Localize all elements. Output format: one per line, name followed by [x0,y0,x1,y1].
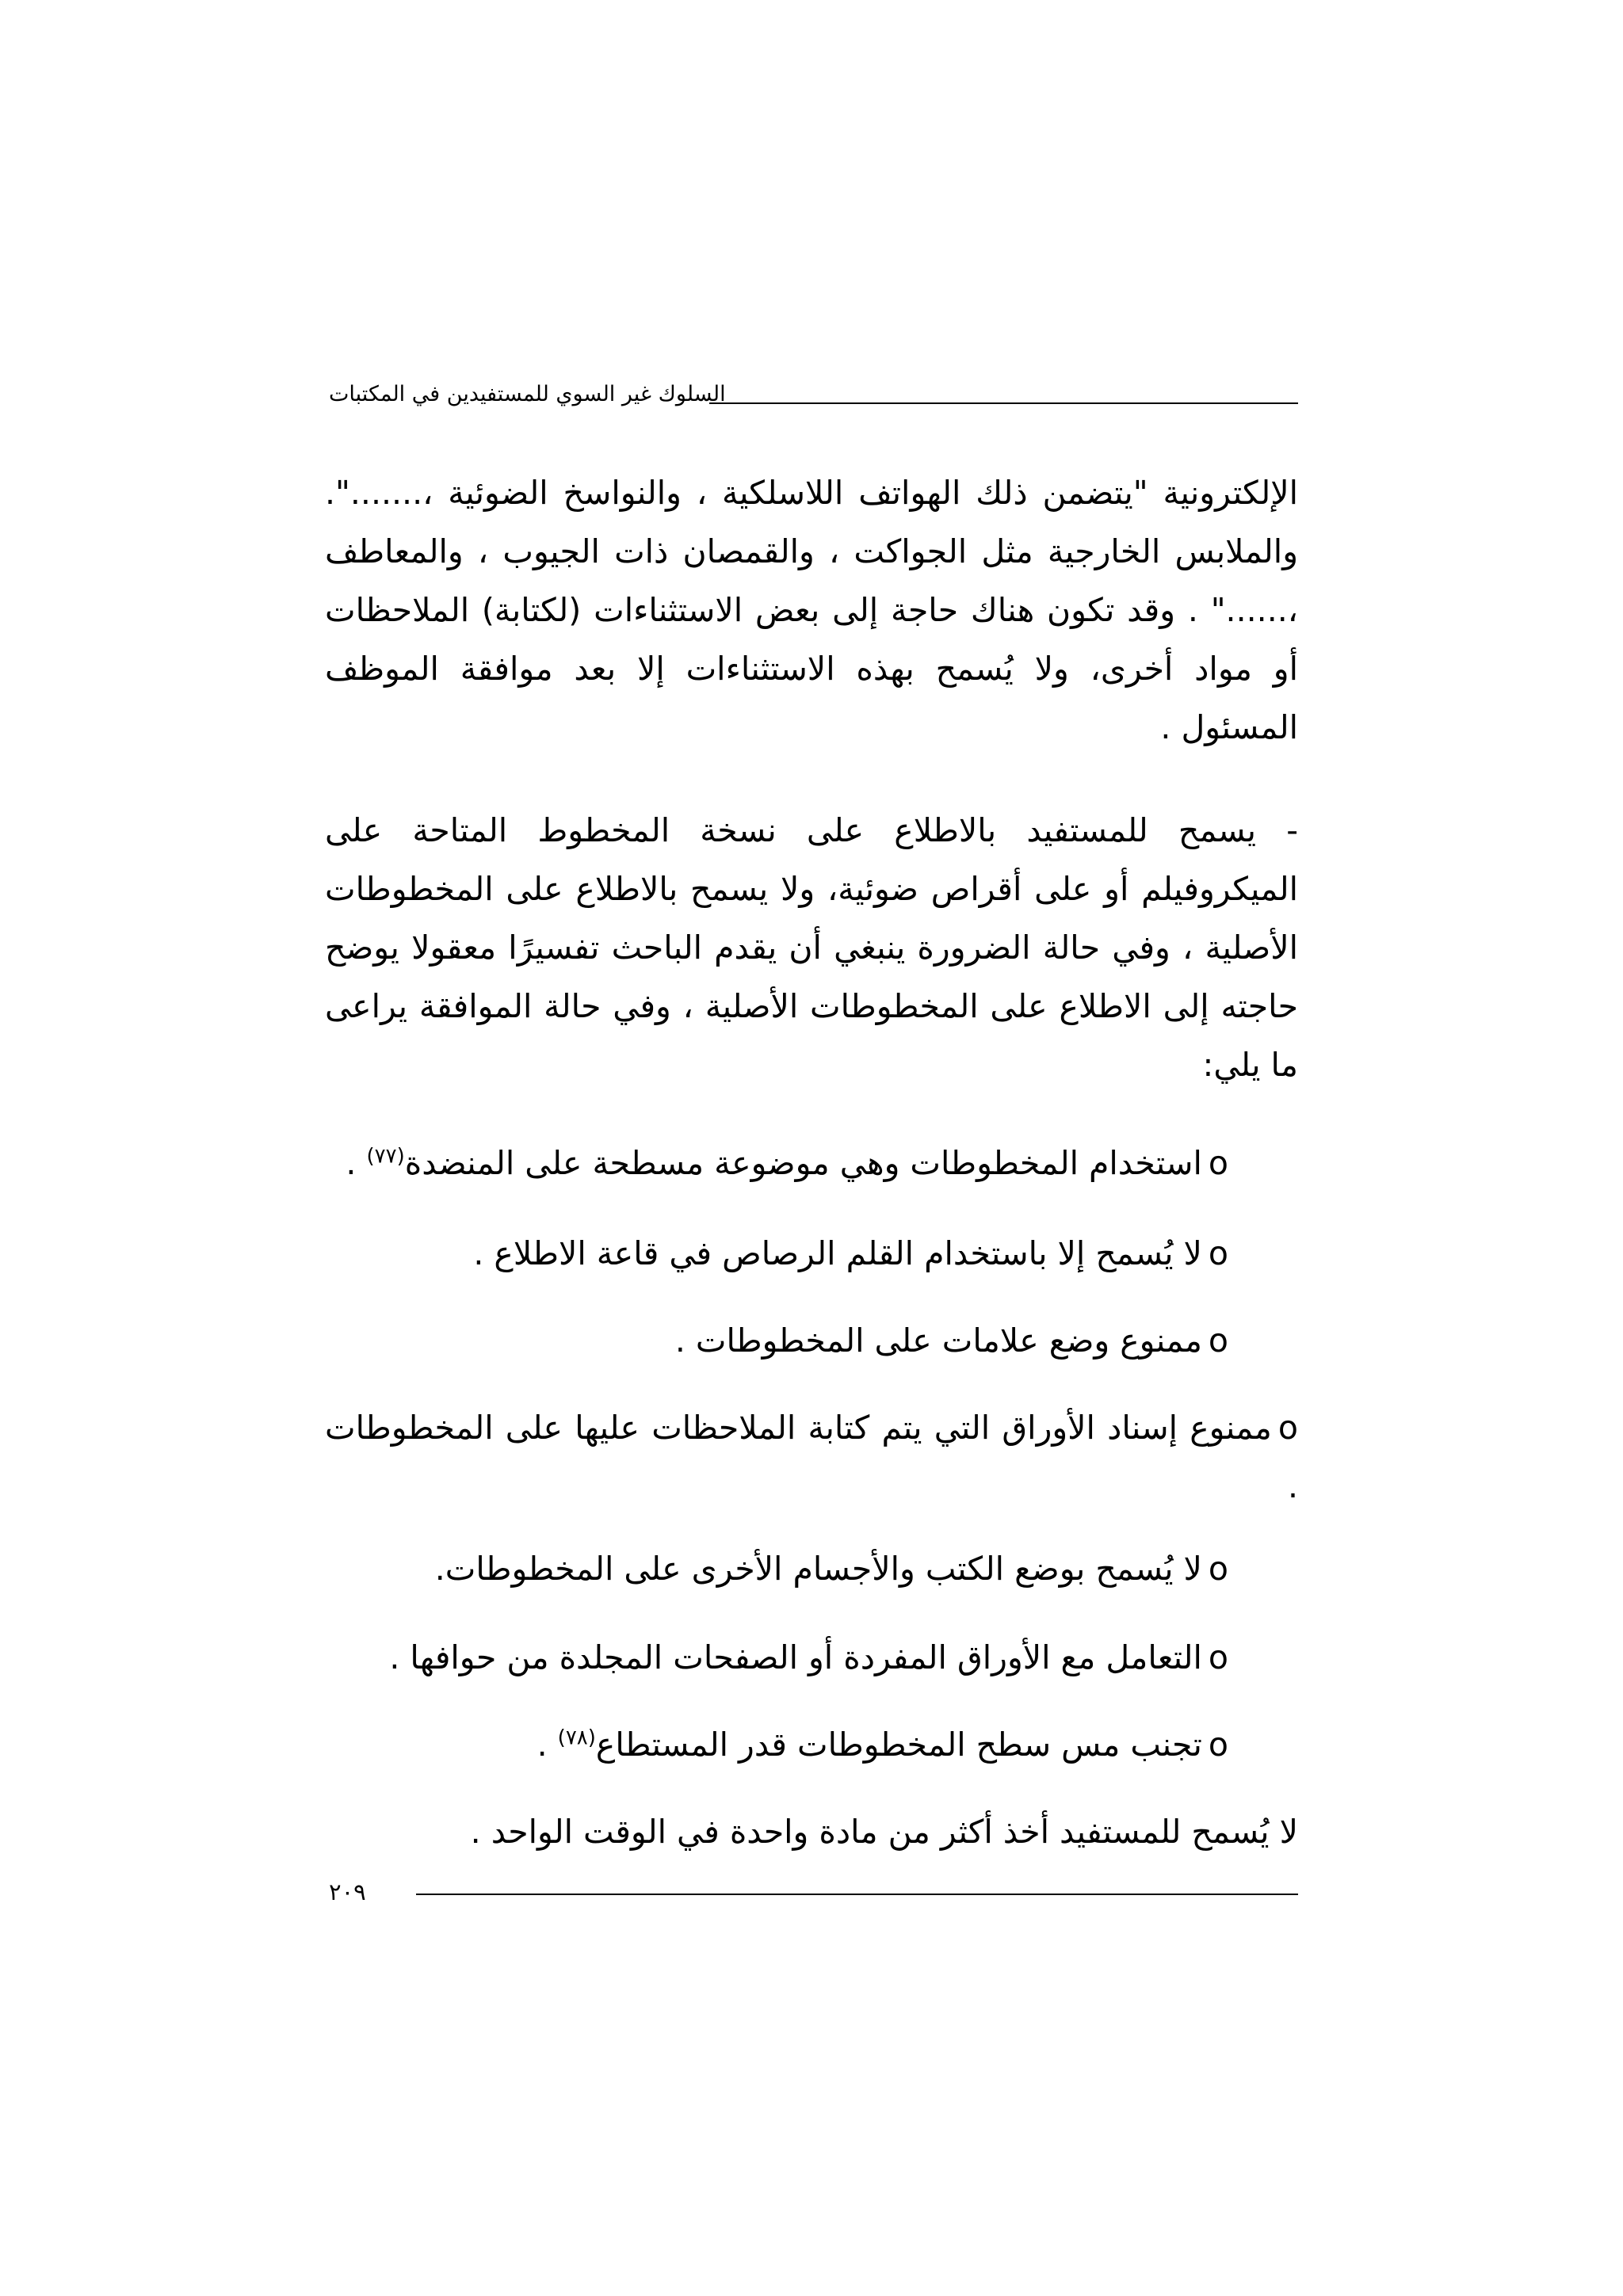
bullet-item [325,1398,1298,1516]
running-header [329,379,1298,410]
bullet-item [325,1628,1228,1687]
bullet-marker: o [1208,1550,1228,1588]
bullet-marker: o [1277,1409,1298,1447]
bullet-marker: o [1208,1322,1228,1360]
footer-rule [416,1894,1298,1895]
bullet-item [325,1224,1228,1283]
bullet-text: لا يُسمح إلا باستخدام القلم الرصاص في قاعة الاطلاع . [473,1234,1202,1272]
bullet-text: تجنب مس سطح المخطوطات قدر المستطاع [595,1726,1202,1764]
bullet-item [325,1539,1228,1598]
bullet-marker: o [1208,1234,1228,1272]
footnote-ref: (٧٨) [557,1726,596,1750]
footnote-ref: (٧٧) [366,1144,405,1169]
page-number: ٢٠٩ [329,1878,366,1905]
bullet-text: ممنوع وضع علامات على المخطوطات . [674,1322,1202,1360]
bullet-item [325,1311,1228,1370]
bullet-text: التعامل مع الأوراق المفردة أو الصفحات المجلدة من حوافها . [389,1638,1202,1676]
closing-paragraph: لا يُسمح للمستفيد أخذ أكثر من مادة واحدة في الوقت الواحد . [470,1813,1298,1851]
paragraph-1: الإلكترونية "يتضمن ذلك الهواتف اللاسلكية ، والنواسخ الضوئية ،.......". والملابس الخارجية مثل الجواكت ، والقمصان ذات الجيوب ، والمعاطف ،......" . وقد تكون هناك حاجة إلى بعض الاستثناءات (لكتابة) الملاحظات أو مواد أخرى، ولا يُسمح بهذه الاستثناءات إلا بعد موافقة الموظف المسئول . [325,474,1298,746]
page-footer [329,1876,1298,1908]
bullet-tail: . [346,1144,367,1182]
bullet-marker: o [1208,1638,1228,1676]
paragraph-2: - يسمح للمستفيد بالاطلاع على نسخة المخطوط المتاحة على الميكروفيلم أو على أقراص ضوئية، ولا يسمح بالاطلاع على المخطوطات الأصلية ، وفي حالة الضرورة ينبغي أن يقدم الباحث تفسيرًا معقولا يوضح حاجته إلى الاطلاع على المخطوطات الأصلية ، وفي حالة الموافقة يراعى ما يلي: [325,811,1298,1084]
bullet-marker: o [1208,1144,1228,1182]
bullet-marker: o [1208,1726,1228,1764]
bullet-tail: . [537,1726,558,1764]
header-rule [709,402,1298,404]
bullet-item [325,1134,1228,1192]
bullet-text: لا يُسمح بوضع الكتب والأجسام الأخرى على المخطوطات. [434,1550,1202,1588]
bullet-text: استخدام المخطوطات وهي موضوعة مسطحة على المنضدة [404,1144,1202,1182]
bullet-item [325,1715,1228,1774]
header-title: السلوك غير السوي للمستفيدين في المكتبات [329,382,726,406]
bullet-text: ممنوع إسناد الأوراق التي يتم كتابة الملاحظات عليها على المخطوطات . [325,1409,1298,1505]
